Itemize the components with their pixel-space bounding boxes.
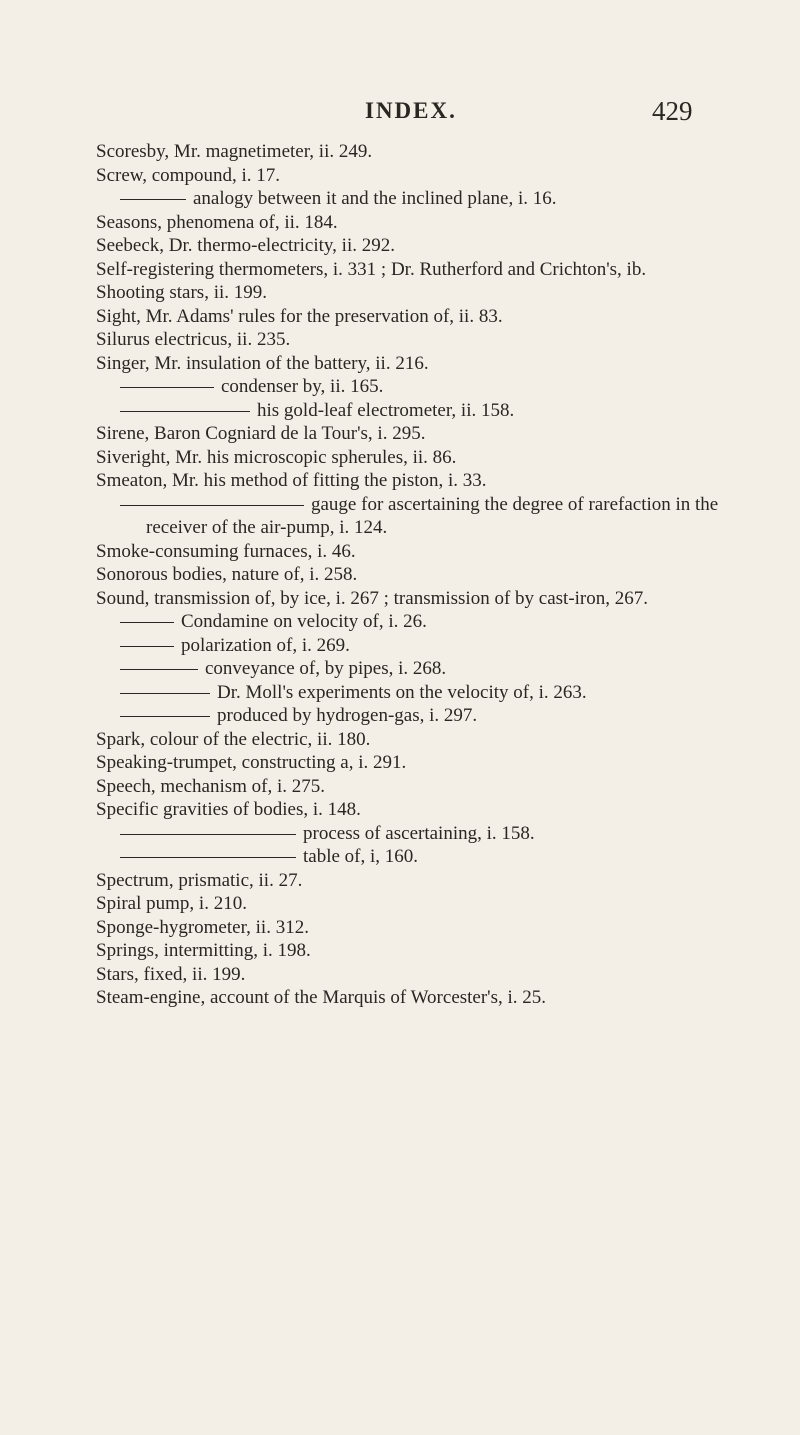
index-entry: Seasons, phenomena of, ii. 184. [96,211,338,233]
index-entry: Sonorous bodies, nature of, i. 258. [96,564,358,585]
ditto-dash [120,199,186,200]
index-entry: Scoresby, Mr. magnetimeter, ii. 249. [96,141,373,162]
ditto-dash [120,857,296,858]
index-entry: Sound, transmission of, by ice, i. 267 ; transmission of by cast-iron, 267. [96,587,649,609]
index-subentry: his gold-leaf electrometer, ii. 158. [96,399,756,423]
index-entry: Silurus electricus, ii. 235. [96,329,291,350]
ditto-dash [120,387,214,388]
ditto-dash [120,693,210,694]
index-subentry: gauge for ascertaining the degree of rarefaction in the receiver of the air-pump, i. 124. [96,493,756,540]
index-entry: Steam-engine, account of the Marquis of Worcester's, i. 25. [96,987,547,1008]
ditto-dash [120,411,250,412]
index-entry: Self-registering thermometers, i. 331 ; Dr. Rutherford and Crichton's, ib. [96,258,647,280]
index-entry: Spectrum, prismatic, ii. 27. [96,869,303,891]
index-subentry: table of, i, 160. [96,845,756,869]
index-entry: Smeaton, Mr. his method of fitting the piston, i. 33. [96,470,487,491]
index-subentry: polarization of, i. 269. [96,634,756,658]
ditto-dash [120,505,304,506]
page-header [0,98,800,138]
index-entry: Spark, colour of the electric, ii. 180. [96,728,371,750]
index-entry: Specific gravities of bodies, i. 148. [96,799,361,820]
ditto-dash [120,622,174,623]
index-subentry: Condamine on velocity of, i. 26. [96,610,756,634]
page-title: INDEX. [365,98,457,123]
index-subentry: process of ascertaining, i. 158. [96,822,756,846]
index-entry: Sight, Mr. Adams' rules for the preservation of, ii. 83. [96,305,503,327]
index-subentry: condenser by, ii. 165. [96,375,756,399]
index-subentry: analogy between it and the inclined plane, i. 16. [96,187,756,211]
index-entry: Siveright, Mr. his microscopic spherules, ii. 86. [96,446,457,468]
index-subentry: Dr. Moll's experiments on the velocity of, i. 263. [96,681,756,705]
index-entry: Sponge-hygrometer, ii. 312. [96,916,309,938]
index-entry: Spiral pump, i. 210. [96,893,247,914]
page-number: 429 [652,96,693,126]
index-entry: Speech, mechanism of, i. 275. [96,775,326,797]
ditto-dash [120,646,174,647]
index-entry: Springs, intermitting, i. 198. [96,940,311,961]
index-entry: Singer, Mr. insulation of the battery, ii. 216. [96,352,429,374]
index-entry: Shooting stars, ii. 199. [96,282,268,303]
index-entries [96,140,756,1010]
ditto-dash [120,834,296,835]
index-entry: Sirene, Baron Cogniard de la Tour's, i. 295. [96,423,426,444]
index-subentry: conveyance of, by pipes, i. 268. [96,657,756,681]
index-entry: Seebeck, Dr. thermo-electricity, ii. 292. [96,235,395,256]
index-entry: Stars, fixed, ii. 199. [96,963,246,985]
index-entry: Smoke-consuming furnaces, i. 46. [96,540,356,562]
ditto-dash [120,716,210,717]
index-entry: Speaking-trumpet, constructing a, i. 291. [96,752,407,773]
index-subentry: produced by hydrogen-gas, i. 297. [96,704,756,728]
index-entry: Screw, compound, i. 17. [96,164,280,186]
ditto-dash [120,669,198,670]
